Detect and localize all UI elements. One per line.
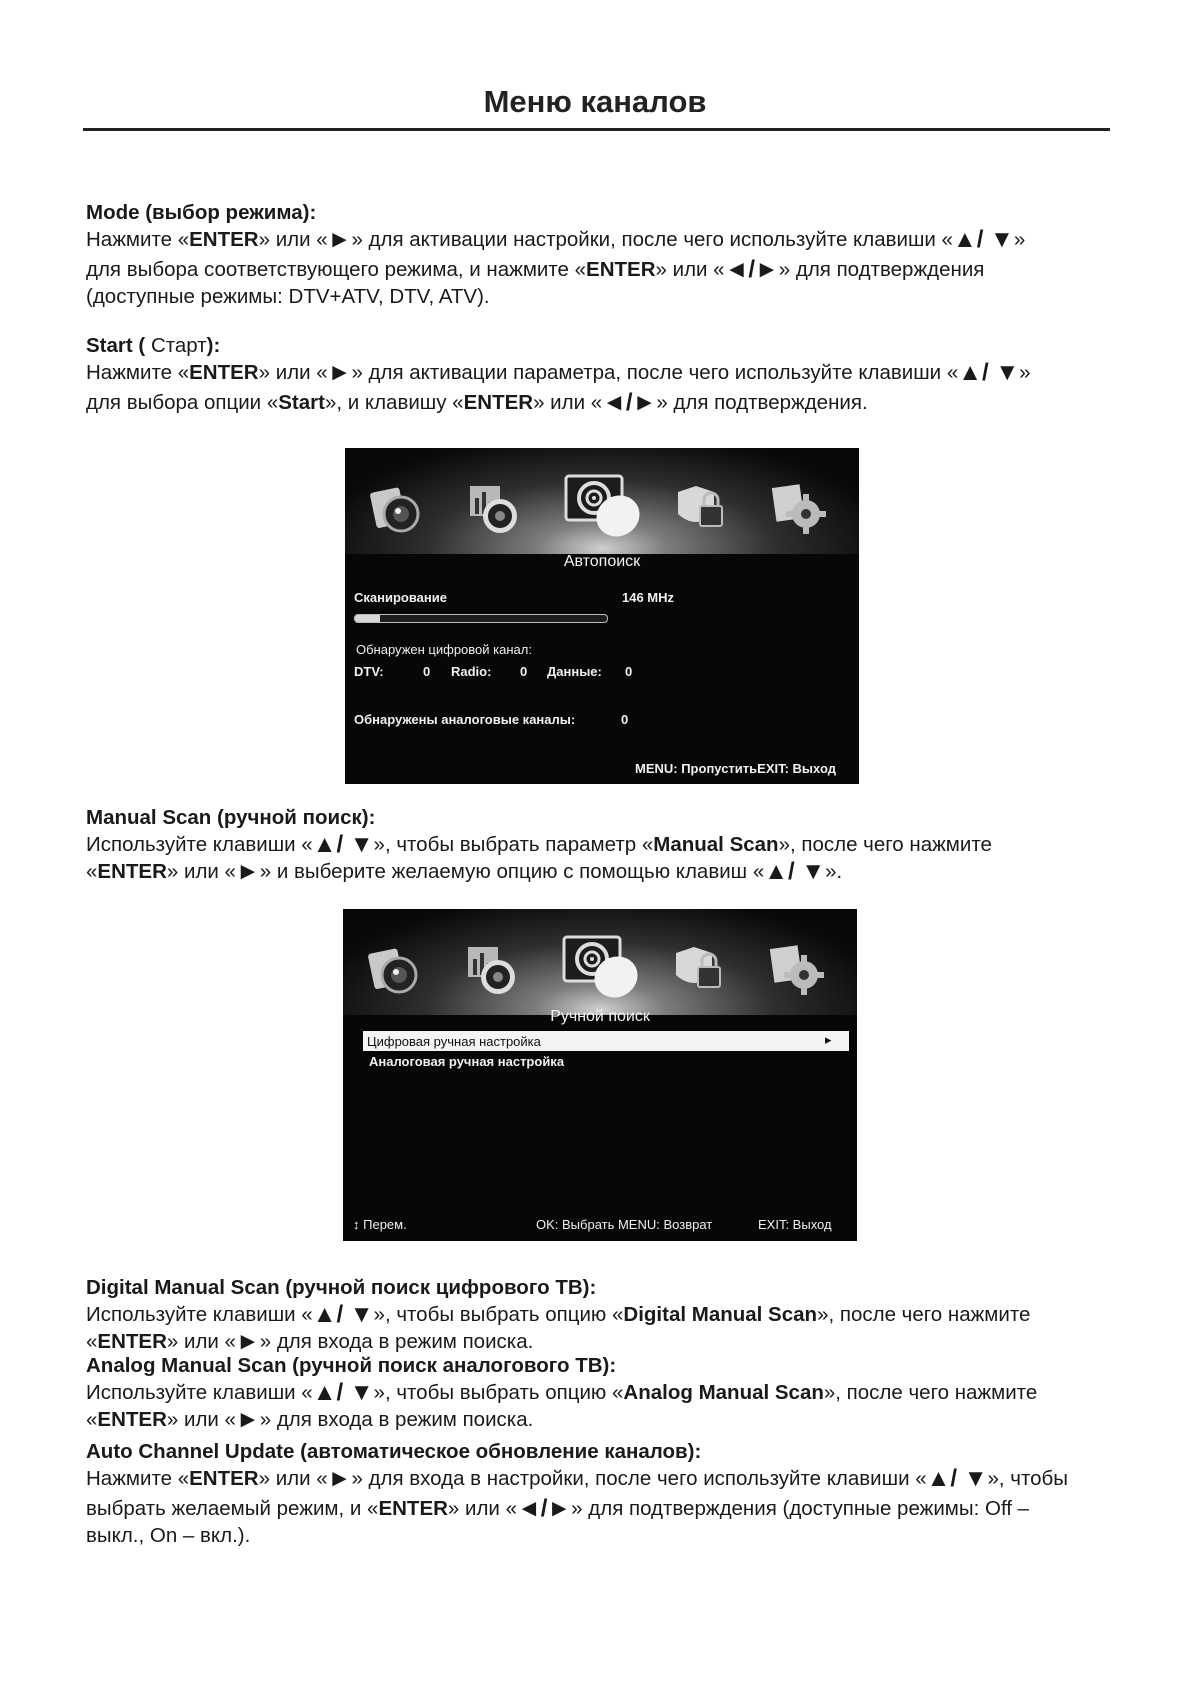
radio-label: Radio: [451,664,492,679]
start-line-1: Нажмите «ENTER» или «►» для активации параметра, после чего используйте клавиши «▲/ ▼» [86,359,1031,386]
picture-icon [365,941,423,997]
settings-icon [770,480,828,536]
radio-value: 0 [520,664,528,679]
analog-line-1: Используйте клавиши «▲/ ▼», чтобы выбрать опцию «Analog Manual Scan», после чего нажмите [86,1379,1038,1406]
start-line-2: для выбора опции «Start», и клавишу «ENTER» или «◄/►» для подтверждения. [86,389,868,416]
page-title: Меню каналов [483,84,707,119]
right-arrow-icon: ► [327,359,352,386]
auto-update-line-2: выбрать желаемый режим, и «ENTER» или «◄/►» для подтверждения (доступные режимы: Off – [86,1495,1030,1522]
analog-found-value: 0 [621,712,629,727]
scan-label: Сканирование [354,590,447,605]
manual-heading: Manual Scan (ручной поиск): [86,806,376,829]
left-right-arrow-icon: ◄/► [724,256,779,283]
mode-line-2: для выбора соответствующего режима, и нажмите «ENTER» или «◄/►» для подтверждения [86,256,985,283]
mode-section [86,199,1116,310]
picture-icon [367,480,425,536]
right-arrow-icon: ► [327,1465,352,1492]
analog-heading: Analog Manual Scan (ручной поиск аналогового ТВ): [86,1354,617,1377]
digital-heading: Digital Manual Scan (ручной поиск цифрового ТВ): [86,1276,597,1299]
manual-scan-screenshot [343,909,857,1241]
menu-item-digital-label: Цифровая ручная настройка [367,1034,541,1049]
start-heading: Start ( Старт): [86,334,221,357]
mode-line-1: Нажмите «ENTER» или «►» для активации настройки, после чего используйте клавиши «▲/ ▼» [86,226,1026,253]
lock-icon [672,480,730,536]
right-arrow-icon: ► [235,1406,260,1433]
autoscan-title: Автопоиск [563,553,641,570]
analog-line-2: «ENTER» или «►» для входа в режим поиска. [86,1406,534,1433]
manual-line-1: Используйте клавиши «▲/ ▼», чтобы выбрать параметр «Manual Scan», после чего нажмите [86,831,992,858]
auto-update-section [86,1438,1116,1549]
sound-icon [466,480,524,536]
manual-scan-title: Ручной поиск [550,1008,650,1025]
data-value: 0 [625,664,633,679]
chevron-right-icon: ▸ [825,1032,832,1047]
scan-progress-fill [355,615,380,622]
channel-icon [562,472,642,542]
digital-line-1: Используйте клавиши «▲/ ▼», чтобы выбрать опцию «Digital Manual Scan», после чего нажмите [86,1301,1031,1328]
up-down-arrow-icon: ▲/ ▼ [958,359,1020,386]
up-down-arrow-icon: ▲/ ▼ [764,858,826,885]
data-label: Данные: [547,664,602,679]
up-down-arrow-icon: ▲/ ▼ [312,831,374,858]
auto-update-heading: Auto Channel Update (автоматическое обновление каналов): [86,1440,702,1463]
sound-icon [464,941,522,997]
analog-found-label: Обнаружены аналоговые каналы: [354,712,576,727]
settings-icon [768,941,826,997]
left-right-arrow-icon: ◄/► [602,389,657,416]
autoscan-footer: MENU: ПропуститьEXIT: Выход [635,761,836,776]
right-arrow-icon: ► [235,858,260,885]
auto-update-line-3: выкл., On – вкл.). [86,1524,251,1547]
ok-menu-hint: OK: Выбрать MENU: Возврат [536,1217,713,1232]
manual-line-2: «ENTER» или «►» и выберите желаемую опцию с помощью клавиш «▲/ ▼». [86,858,843,885]
manual-section [86,804,1116,885]
mode-heading: Mode (выбор режима): [86,201,317,224]
mode-line-3: (доступные режимы: DTV+ATV, DTV, ATV). [86,285,490,308]
move-hint: ↕ Перем. [353,1217,407,1232]
scan-progress-bar [354,614,608,623]
dtv-value: 0 [423,664,431,679]
exit-hint: EXIT: Выход [758,1217,832,1232]
start-section [86,332,1116,416]
title-divider [83,128,1110,131]
up-down-icon: ↕ [353,1217,360,1232]
menu-item-analog-manual[interactable]: Аналоговая ручная настройка [369,1054,565,1069]
up-down-arrow-icon: ▲/ ▼ [952,226,1014,253]
lock-icon [670,941,728,997]
dtv-label: DTV: [354,664,384,679]
up-down-arrow-icon: ▲/ ▼ [312,1301,374,1328]
digital-section [86,1274,1116,1355]
menu-item-digital-manual[interactable] [363,1031,849,1051]
right-arrow-icon: ► [235,1328,260,1355]
channel-icon [560,933,640,1003]
up-down-arrow-icon: ▲/ ▼ [312,1379,374,1406]
digital-line-2: «ENTER» или «►» для входа в режим поиска. [86,1328,534,1355]
analog-section [86,1352,1116,1433]
up-down-arrow-icon: ▲/ ▼ [926,1465,988,1492]
right-arrow-icon: ► [327,226,352,253]
auto-update-line-1: Нажмите «ENTER» или «►» для входа в настройки, после чего используйте клавиши «▲/ ▼», чтобы [86,1465,1068,1492]
digital-found-label: Обнаружен цифровой канал: [356,642,532,657]
scan-frequency: 146 MHz [622,590,675,605]
left-right-arrow-icon: ◄/► [516,1495,572,1522]
autoscan-screenshot [345,448,859,784]
